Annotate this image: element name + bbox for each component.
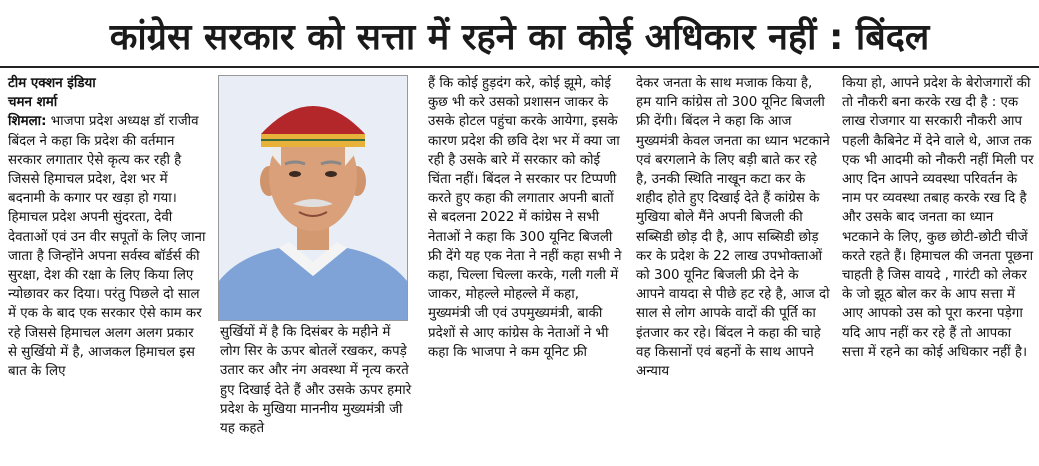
- col1-paragraph: [8, 112, 206, 381]
- column-4: [636, 74, 830, 381]
- headline-rule: [0, 66, 1039, 68]
- col4-body: देकर जनता के साथ मजाक किया है, हम यानि कांग्रेस तो 300 यूनिट बिजली फ्री देंगी। बिंदल ने कहा कि आज मुख्यमंत्री केवल जनता का ध्यान भटकाने एवं बरगलाने के लिए बड़ी बाते कर रहे है, उनकी स्थिति नाखून कटा कर के शहीद होते हुए दिखाई देते हैं कांग्रेस के मुखिया बोले मैंने अपनी बिजली की सब्सिडी छोड़ दी है, आप सब्सिडी छोड़ कर के प्रदेश के 22 लाख उपभोक्ताओं को 300 यूनिट बिजली फ्री देने के आपने वायदा से पीछे हट रहे है, आज दो साल से लोग आपके वादों की पूर्ति का इंतजार कर रहे। बिंदल ने कहा की चाहे वह किसानों एवं बहनों के साथ आपने अन्याय: [636, 76, 830, 380]
- leader-photo: [218, 75, 408, 321]
- col5-body: किया हो, आपने प्रदेश के बेरोजगारों की तो नौकरी बना करके रख दी है : एक लाख रोजगार या सरकारी नौकरी आप पहली कैबिनेट में देने वाले थे, आज तक एक भी आदमी को नौकरी नहीं मिली पर आए दिन आपने व्यवस्था परिवर्तन के नाम पर व्यवस्था तबाह करके रख दि है और उसके बाद जनता का ध्यान भटकाने के लिए, कुछ छोटी-छोटी चीजें करते रहते हैं। हिमाचल की जनता पूछना चाहती है जिस वायदे , गारंटी को लेकर के जो झूठ बोल कर के आप सत्ता में आए आपको उस को पूरा करना पड़ेगा यदि आप नहीं कर रहे हैं तो आपका सत्ता में रहने का कोई अधिकार नहीं है।: [842, 76, 1034, 360]
- column-5: [842, 74, 1034, 362]
- column-2: [220, 323, 412, 438]
- byline-team: टीम एक्शन इंडिया: [8, 76, 96, 91]
- headline: कांग्रेस सरकार को सत्ता में रहने का कोई अधिकार नहीं : बिंदल: [109, 16, 930, 58]
- col1-body: भाजपा प्रदेश अध्यक्ष डॉ राजीव बिंदल ने कहा कि प्रदेश की वर्तमान सरकार लगातार ऐसे कृत्य कर रही है जिससे हिमाचल प्रदेश, देश भर में बदनामी के कगार पर खड़ा हो गया। हिमाचल प्रदेश अपनी सुंदरता, देवी देवताओं एवं उन वीर सपूतों के लिए जाना जाता है जिन्होंने अपना सर्वस्व बॉर्डर्स की सुरक्षा, देश की रक्षा के लिए किया लिए न्योछावर कर दिया। परंतु पिछले दो साल में एक के बाद एक सरकार ऐसे काम कर रहे जिससे हिमाचल अलग अलग प्रकार से सुर्खियो में है, आजकल हिमाचल इस बात के लिए: [8, 114, 206, 380]
- portrait-illustration: [219, 76, 407, 320]
- col2-body: सुर्खियों में है कि दिसंबर के महीने में लोग सिर के ऊपर बोतलें रखकर, कपड़े उतार कर और नंग अवस्था में नृत्य करते हुए दिखाई देते हैं और उसके ऊपर हमारे प्रदेश के मुखिया माननीय मुख्यमंत्री जी यह कहते: [220, 325, 412, 437]
- column-1: [8, 74, 206, 381]
- dateline: शिमला:: [8, 114, 47, 130]
- column-3: [428, 74, 622, 362]
- byline-author: चमन शर्मा: [8, 95, 58, 111]
- col3-body: हैं कि कोई हुड़दंग करे, कोई झूमे, कोई कुछ भी करे उसको प्रशासन जाकर के उसके होटल पहुंचा करके आयेगा, इसके कारण प्रदेश की छवि देश भर में क्या जा रही है उसके बारे में सरकार को कोई चिंता नहीं। बिंदल ने सरकार पर टिप्पणी करते हुए कहा की लगातार अपनी बातों से बदलना 2022 में कांग्रेस ने सभी नेताओं ने कहा कि 300 यूनिट बिजली फ्री देंगे यह एक नेता ने नहीं कहा सभी ने कहा, चिल्ला चिल्ला करके, गली गली में जाकर, मोहल्ले मोहल्ले में कहा, मुख्यमंत्री जी एवं उपमुख्यमंत्री, बाकी प्रदेशों से आए कांग्रेस के नेताओं ने भी कहा कि भाजपा ने कम यूनिट फ्री: [428, 76, 622, 360]
